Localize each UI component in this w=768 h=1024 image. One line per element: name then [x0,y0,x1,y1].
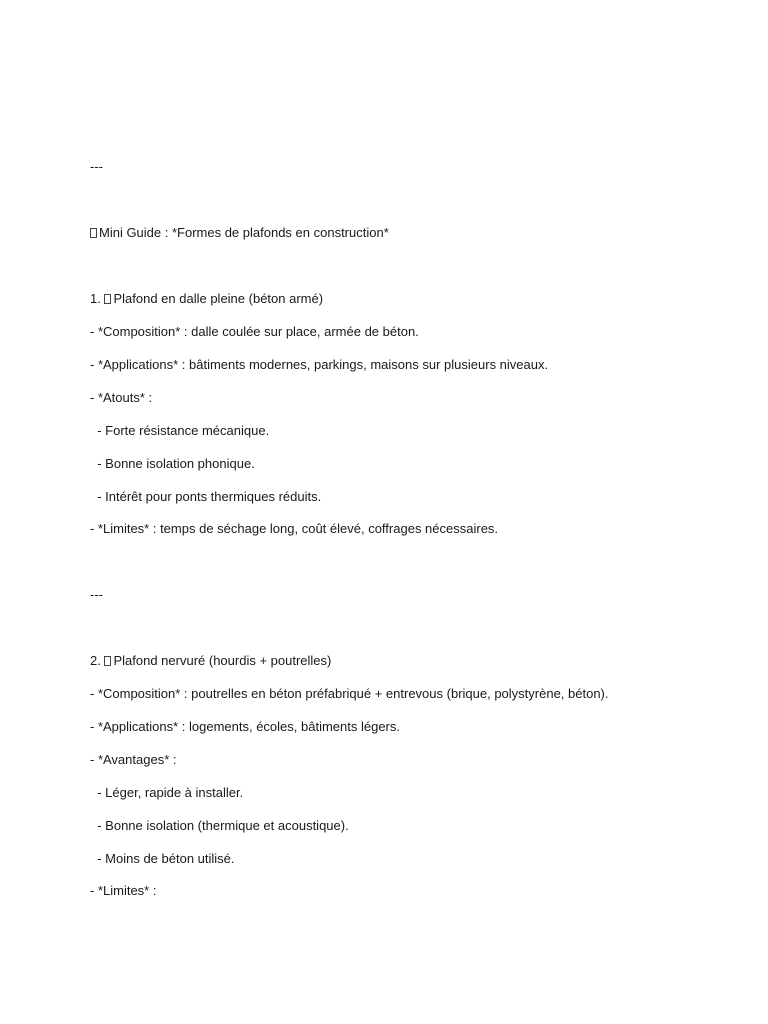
missing-glyph-icon [104,656,111,666]
section-heading-1 [90,291,323,307]
list-item: - Forte résistance mécanique. [90,423,270,438]
list-item: - Moins de béton utilisé. [90,851,235,866]
list-item: - Bonne isolation phonique. [90,456,255,471]
list-item: - Léger, rapide à installer. [90,785,244,800]
separator-line: --- [90,587,103,602]
section-heading-2 [90,653,331,669]
applications-line: - *Applications* : logements, écoles, bâtiments légers. [90,719,400,734]
limites-label: - *Limites* : [90,883,157,898]
guide-title [90,225,389,241]
missing-glyph-icon [90,228,97,238]
section-number: 1. [90,291,101,306]
section-number: 2. [90,653,101,668]
list-item: - Bonne isolation (thermique et acoustique). [90,818,349,833]
applications-line: - *Applications* : bâtiments modernes, parkings, maisons sur plusieurs niveaux. [90,357,549,372]
composition-line: - *Composition* : poutrelles en béton préfabriqué + entrevous (brique, polystyrène, béton). [90,686,609,701]
missing-glyph-icon [104,294,111,304]
list-item: - Intérêt pour ponts thermiques réduits. [90,489,322,504]
section-heading-text: Plafond en dalle pleine (béton armé) [113,291,324,306]
separator-line: --- [90,159,103,174]
section-heading-text: Plafond nervuré (hourdis + poutrelles) [113,653,332,668]
composition-line: - *Composition* : dalle coulée sur place, armée de béton. [90,324,419,339]
guide-title-text: Mini Guide : *Formes de plafonds en construction* [99,225,389,240]
atouts-label: - *Atouts* : [90,390,153,405]
avantages-label: - *Avantages* : [90,752,177,767]
limites-line: - *Limites* : temps de séchage long, coût élevé, coffrages nécessaires. [90,521,499,536]
